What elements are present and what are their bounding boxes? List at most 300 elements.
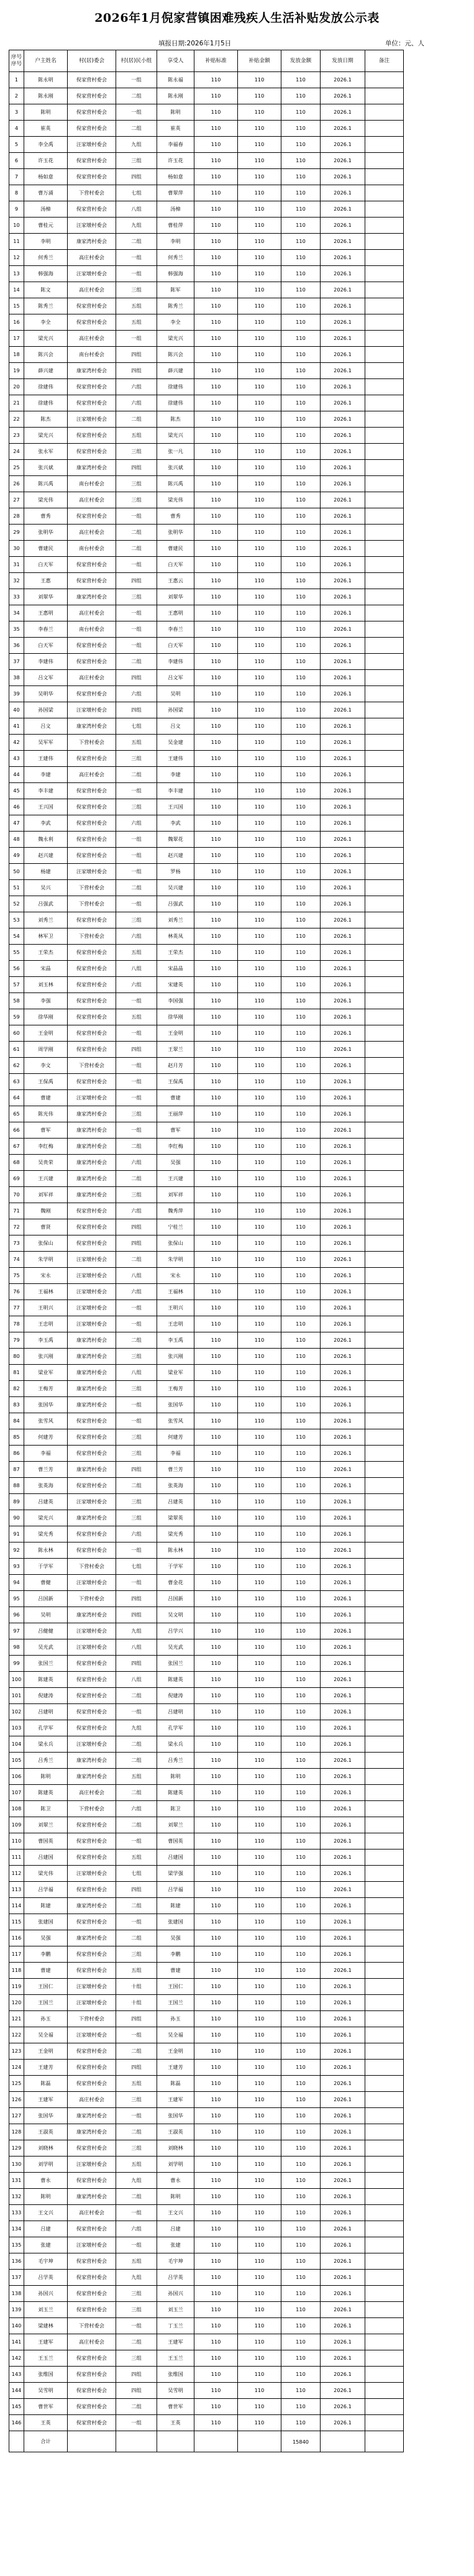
recipient-cell: 梁学强 xyxy=(157,1866,194,1882)
subsidy-amount-cell: 110 xyxy=(238,928,281,945)
subsidy-amount-cell: 110 xyxy=(238,993,281,1009)
subsidy-amount-cell: 110 xyxy=(238,1219,281,1235)
village-committee-cell: 倪家营村委会 xyxy=(68,1720,116,1736)
row-number-cell: 65 xyxy=(9,1106,24,1122)
row-number-cell: 24 xyxy=(9,444,24,460)
paid-amount-cell: 110 xyxy=(281,282,321,298)
paid-amount-cell: 110 xyxy=(281,686,321,702)
payment-date-cell: 2026.1 xyxy=(321,686,365,702)
remark-cell xyxy=(365,2318,404,2334)
remark-cell xyxy=(365,2140,404,2157)
recipient-cell: 崔英 xyxy=(157,121,194,137)
payment-date-cell: 2026.1 xyxy=(321,1704,365,1720)
payment-date-cell: 2026.1 xyxy=(321,1753,365,1769)
village-committee-cell: 倪家营村委会 xyxy=(68,2302,116,2318)
village-committee-cell: 倪家营村委会 xyxy=(68,1203,116,1219)
subsidy-amount-cell: 110 xyxy=(238,1025,281,1042)
village-committee-cell: 倪家营村委会 xyxy=(68,395,116,411)
table-row xyxy=(9,621,404,638)
village-committee-cell: 南台村委会 xyxy=(68,476,116,492)
paid-amount-cell: 110 xyxy=(281,1413,321,1429)
recipient-cell: 李武 xyxy=(157,815,194,832)
village-committee-cell: 汪家墩村委会 xyxy=(68,266,116,282)
table-row xyxy=(9,1235,404,1252)
village-group-cell: 三组 xyxy=(116,1494,157,1510)
row-number-cell: 20 xyxy=(9,379,24,395)
household-head-cell: 吴明 xyxy=(24,1607,68,1623)
row-number-cell: 55 xyxy=(9,945,24,961)
subsidy-amount-cell: 110 xyxy=(238,1446,281,1462)
household-head-cell: 梁永兵 xyxy=(24,1736,68,1753)
payment-date-cell: 2026.1 xyxy=(321,2221,365,2237)
household-head-cell: 曹建 xyxy=(24,1090,68,1106)
paid-amount-cell: 110 xyxy=(281,1203,321,1219)
village-group-cell: 四组 xyxy=(116,670,157,686)
recipient-cell: 梁光伟 xyxy=(157,492,194,508)
village-group-cell: 二组 xyxy=(116,2189,157,2205)
subsidy-amount-cell: 110 xyxy=(238,1979,281,1995)
household-head-cell: 陈兴会 xyxy=(24,347,68,363)
subsidy-amount-cell: 110 xyxy=(238,2399,281,2415)
payment-date-cell: 2026.1 xyxy=(321,993,365,1009)
subsidy-standard-cell: 110 xyxy=(194,1526,238,1542)
village-group-cell: 一组 xyxy=(116,557,157,573)
subsidy-amount-cell: 110 xyxy=(238,1268,281,1284)
village-committee-cell: 下营村委会 xyxy=(68,185,116,201)
table-row xyxy=(9,718,404,735)
paid-amount-cell: 110 xyxy=(281,363,321,379)
village-group-cell: 二组 xyxy=(116,1817,157,1833)
village-group-cell: 五组 xyxy=(116,945,157,961)
recipient-cell: 梁永兵 xyxy=(157,1736,194,1753)
payment-date-cell: 2026.1 xyxy=(321,201,365,218)
recipient-cell: 王国仁 xyxy=(157,1979,194,1995)
table-row xyxy=(9,121,404,137)
subsidy-standard-cell: 110 xyxy=(194,1187,238,1203)
recipient-cell: 张兴刚 xyxy=(157,1349,194,1365)
household-head-cell: 汤樟 xyxy=(24,201,68,218)
payment-date-cell: 2026.1 xyxy=(321,1429,365,1446)
row-number-cell: 69 xyxy=(9,1171,24,1187)
village-group-cell: 四组 xyxy=(116,1882,157,1898)
recipient-cell: 张国兰 xyxy=(157,1656,194,1672)
village-committee-cell: 高庄村委会 xyxy=(68,2334,116,2350)
subsidy-amount-cell: 110 xyxy=(238,1300,281,1316)
household-head-cell: 刘晓林 xyxy=(24,2140,68,2157)
row-number-cell: 61 xyxy=(9,1042,24,1058)
recipient-cell: 吴全福 xyxy=(157,2027,194,2043)
village-group-cell: 四组 xyxy=(116,347,157,363)
paid-amount-cell: 110 xyxy=(281,1332,321,1349)
row-number-cell: 128 xyxy=(9,2124,24,2140)
recipient-cell: 刘玉兰 xyxy=(157,2302,194,2318)
remark-cell xyxy=(365,2367,404,2383)
household-head-cell: 何建芳 xyxy=(24,1429,68,1446)
subsidy-amount-cell: 110 xyxy=(238,72,281,88)
village-group-cell: 五组 xyxy=(116,2157,157,2173)
table-row xyxy=(9,1300,404,1316)
household-head-cell: 陈文 xyxy=(24,282,68,298)
row-number-cell: 100 xyxy=(9,1672,24,1688)
paid-amount-cell: 110 xyxy=(281,121,321,137)
table-row xyxy=(9,945,404,961)
table-row xyxy=(9,541,404,557)
subsidy-amount-cell: 110 xyxy=(238,654,281,670)
household-head-cell: 曹万涌 xyxy=(24,185,68,201)
household-head-cell: 吴贵荣 xyxy=(24,1155,68,1171)
subsidy-amount-cell: 110 xyxy=(238,880,281,896)
subsidy-standard-cell: 110 xyxy=(194,1995,238,2011)
village-committee-cell: 康家湾村委会 xyxy=(68,1187,116,1203)
remark-cell xyxy=(365,832,404,848)
village-committee-cell: 康家湾村委会 xyxy=(68,234,116,250)
paid-amount-cell: 110 xyxy=(281,1946,321,1963)
payment-date-cell: 2026.1 xyxy=(321,670,365,686)
remark-cell xyxy=(365,2270,404,2286)
paid-amount-cell: 110 xyxy=(281,605,321,621)
subsidy-table xyxy=(9,50,404,2452)
subsidy-amount-cell: 110 xyxy=(238,492,281,508)
village-committee-cell: 汪家墩村委会 xyxy=(68,864,116,880)
subsidy-amount-cell: 110 xyxy=(238,476,281,492)
row-number-cell: 134 xyxy=(9,2221,24,2237)
row-number-cell: 63 xyxy=(9,1074,24,1090)
subsidy-amount-cell: 110 xyxy=(238,2173,281,2189)
remark-cell xyxy=(365,1300,404,1316)
recipient-cell: 李全 xyxy=(157,314,194,331)
remark-cell xyxy=(365,444,404,460)
remark-cell xyxy=(365,2286,404,2302)
row-number-cell: 15 xyxy=(9,298,24,314)
household-head-cell: 刘翠兰 xyxy=(24,1817,68,1833)
remark-cell xyxy=(365,1058,404,1074)
paid-amount-cell: 110 xyxy=(281,2027,321,2043)
recipient-cell: 王惠明 xyxy=(157,605,194,621)
village-group-cell: 五组 xyxy=(116,735,157,751)
row-number-cell: 102 xyxy=(9,1704,24,1720)
row-number-cell: 81 xyxy=(9,1365,24,1381)
recipient-cell: 刘翠兰 xyxy=(157,1817,194,1833)
remark-cell xyxy=(365,411,404,428)
subsidy-amount-cell: 110 xyxy=(238,1332,281,1349)
village-committee-cell: 倪家营村委会 xyxy=(68,686,116,702)
payment-date-cell: 2026.1 xyxy=(321,912,365,928)
payment-date-cell: 2026.1 xyxy=(321,2011,365,2027)
recipient-cell: 曹秀 xyxy=(157,508,194,525)
recipient-cell: 白天军 xyxy=(157,557,194,573)
subsidy-standard-cell: 110 xyxy=(194,2205,238,2221)
recipient-cell: 曹翠萍 xyxy=(157,185,194,201)
recipient-cell: 张保山 xyxy=(157,1235,194,1252)
subsidy-standard-cell: 110 xyxy=(194,1139,238,1155)
household-head-cell: 于学军 xyxy=(24,1559,68,1575)
household-head-cell: 王福林 xyxy=(24,1284,68,1300)
payment-date-cell: 2026.1 xyxy=(321,896,365,912)
village-group-cell: 一组 xyxy=(116,508,157,525)
paid-amount-cell: 110 xyxy=(281,72,321,88)
village-committee-cell: 倪家营村委会 xyxy=(68,1009,116,1025)
village-committee-cell: 倪家营村委会 xyxy=(68,121,116,137)
village-group-cell: 七组 xyxy=(116,1559,157,1575)
subsidy-amount-cell: 110 xyxy=(238,1688,281,1704)
row-number-cell: 44 xyxy=(9,767,24,783)
paid-amount-cell: 110 xyxy=(281,169,321,185)
row-number-cell: 130 xyxy=(9,2157,24,2173)
payment-date-cell: 2026.1 xyxy=(321,1898,365,1914)
payment-date-cell: 2026.1 xyxy=(321,2286,365,2302)
paid-amount-cell: 110 xyxy=(281,1284,321,1300)
subsidy-standard-cell: 110 xyxy=(194,1316,238,1332)
table-row xyxy=(9,1785,404,1801)
row-number-cell: 112 xyxy=(9,1866,24,1882)
payment-date-cell: 2026.1 xyxy=(321,1963,365,1979)
remark-cell xyxy=(365,1203,404,1219)
paid-amount-cell: 110 xyxy=(281,1639,321,1656)
subsidy-standard-cell: 110 xyxy=(194,1656,238,1672)
household-head-cell: 孔学军 xyxy=(24,1720,68,1736)
village-committee-cell: 康家湾村委会 xyxy=(68,1139,116,1155)
paid-amount-cell: 110 xyxy=(281,525,321,541)
row-number-cell: 18 xyxy=(9,347,24,363)
paid-amount-cell: 110 xyxy=(281,589,321,605)
payment-date-cell: 2026.1 xyxy=(321,702,365,718)
row-number-cell: 84 xyxy=(9,1413,24,1429)
table-row xyxy=(9,1930,404,1946)
table-row xyxy=(9,2415,404,2431)
payment-date-cell: 2026.1 xyxy=(321,2157,365,2173)
subsidy-amount-cell: 110 xyxy=(238,2221,281,2237)
subsidy-amount-cell: 110 xyxy=(238,1898,281,1914)
subsidy-standard-cell: 110 xyxy=(194,2318,238,2334)
village-group-cell: 二组 xyxy=(116,1252,157,1268)
recipient-cell: 吕文 xyxy=(157,718,194,735)
village-committee-cell: 汪家墩村委会 xyxy=(68,1736,116,1753)
table-row xyxy=(9,476,404,492)
household-head-cell: 陈杰 xyxy=(24,411,68,428)
remark-cell xyxy=(365,1155,404,1171)
village-committee-cell: 倪家营村委会 xyxy=(68,1704,116,1720)
row-number-cell: 139 xyxy=(9,2302,24,2318)
remark-cell xyxy=(365,379,404,395)
remark-cell xyxy=(365,945,404,961)
village-group-cell: 五组 xyxy=(116,428,157,444)
village-group-cell: 六组 xyxy=(116,1155,157,1171)
recipient-cell: 刘秀兰 xyxy=(157,912,194,928)
subsidy-standard-cell: 110 xyxy=(194,621,238,638)
subsidy-amount-cell: 110 xyxy=(238,411,281,428)
header-date: 发放日期 xyxy=(321,50,365,72)
village-group-cell: 四组 xyxy=(116,2383,157,2399)
recipient-cell: 张维国 xyxy=(157,2367,194,2383)
recipient-cell: 梁业军 xyxy=(157,1365,194,1381)
recipient-cell: 张建 xyxy=(157,2237,194,2253)
household-head-cell: 张兴刚 xyxy=(24,1349,68,1365)
table-row xyxy=(9,282,404,298)
payment-date-cell: 2026.1 xyxy=(321,1316,365,1332)
recipient-cell: 陈杰 xyxy=(157,411,194,428)
village-group-cell: 八组 xyxy=(116,961,157,977)
subsidy-amount-cell: 110 xyxy=(238,1914,281,1930)
table-row xyxy=(9,1704,404,1720)
household-head-cell: 陈永刚 xyxy=(24,88,68,104)
household-head-cell: 魏刚 xyxy=(24,1203,68,1219)
village-group-cell: 一组 xyxy=(116,1575,157,1591)
subsidy-standard-cell: 110 xyxy=(194,541,238,557)
subsidy-amount-cell: 110 xyxy=(238,2189,281,2205)
table-row xyxy=(9,379,404,395)
subsidy-amount-cell: 110 xyxy=(238,1656,281,1672)
village-group-cell: 六组 xyxy=(116,1284,157,1300)
recipient-cell: 宋建英 xyxy=(157,977,194,993)
paid-amount-cell: 110 xyxy=(281,670,321,686)
paid-amount-cell: 110 xyxy=(281,1462,321,1478)
subsidy-amount-cell: 110 xyxy=(238,137,281,153)
row-number-cell: 77 xyxy=(9,1300,24,1316)
subsidy-standard-cell: 110 xyxy=(194,1365,238,1381)
subsidy-standard-cell: 110 xyxy=(194,1833,238,1849)
table-row xyxy=(9,1122,404,1139)
village-group-cell: 二组 xyxy=(116,1785,157,1801)
recipient-cell: 曹建民 xyxy=(157,541,194,557)
subsidy-amount-cell: 110 xyxy=(238,185,281,201)
row-number-cell: 110 xyxy=(9,1833,24,1849)
payment-date-cell: 2026.1 xyxy=(321,347,365,363)
subsidy-amount-cell: 110 xyxy=(238,2367,281,2383)
household-head-cell: 李文 xyxy=(24,1058,68,1074)
subsidy-amount-cell: 110 xyxy=(238,1429,281,1446)
subsidy-amount-cell: 110 xyxy=(238,977,281,993)
table-row xyxy=(9,1769,404,1785)
recipient-cell: 王忠明 xyxy=(157,1316,194,1332)
village-committee-cell: 下营村委会 xyxy=(68,880,116,896)
village-committee-cell: 康家湾村委会 xyxy=(68,1381,116,1397)
village-group-cell: 一组 xyxy=(116,832,157,848)
subsidy-standard-cell: 110 xyxy=(194,912,238,928)
remark-cell xyxy=(365,1042,404,1058)
village-group-cell: 六组 xyxy=(116,379,157,395)
table-row xyxy=(9,508,404,525)
household-head-cell: 曹永 xyxy=(24,2173,68,2189)
remark-cell xyxy=(365,621,404,638)
paid-amount-cell: 110 xyxy=(281,137,321,153)
recipient-cell: 曹军 xyxy=(157,1122,194,1139)
recipient-cell: 吴明 xyxy=(157,686,194,702)
remark-cell xyxy=(365,2415,404,2431)
row-number-cell: 12 xyxy=(9,250,24,266)
paid-amount-cell: 110 xyxy=(281,2124,321,2140)
row-number-cell: 133 xyxy=(9,2205,24,2221)
row-number-cell: 99 xyxy=(9,1656,24,1672)
subsidy-standard-cell: 110 xyxy=(194,751,238,767)
subsidy-amount-cell: 110 xyxy=(238,525,281,541)
paid-amount-cell: 110 xyxy=(281,961,321,977)
table-row xyxy=(9,1397,404,1413)
row-number-cell: 120 xyxy=(9,1995,24,2011)
village-committee-cell: 倪家营村委会 xyxy=(68,2350,116,2367)
remark-cell xyxy=(365,2237,404,2253)
subsidy-amount-cell: 110 xyxy=(238,2383,281,2399)
village-group-cell: 二组 xyxy=(116,411,157,428)
subsidy-amount-cell: 110 xyxy=(238,1187,281,1203)
household-head-cell: 王荣杰 xyxy=(24,945,68,961)
remark-cell xyxy=(365,1510,404,1526)
village-group-cell: 一组 xyxy=(116,2415,157,2431)
table-row xyxy=(9,1203,404,1219)
payment-date-cell: 2026.1 xyxy=(321,1284,365,1300)
remark-cell xyxy=(365,1219,404,1235)
table-row xyxy=(9,896,404,912)
remark-cell xyxy=(365,1187,404,1203)
payment-date-cell: 2026.1 xyxy=(321,1801,365,1817)
subsidy-amount-cell: 110 xyxy=(238,2108,281,2124)
remark-cell xyxy=(365,2076,404,2092)
household-head-cell: 刘玉林 xyxy=(24,977,68,993)
recipient-cell: 毛宇坤 xyxy=(157,2253,194,2270)
village-group-cell: 六组 xyxy=(116,686,157,702)
village-committee-cell: 倪家营村委会 xyxy=(68,1946,116,1963)
village-group-cell: 二组 xyxy=(116,1930,157,1946)
recipient-cell: 李建 xyxy=(157,767,194,783)
village-committee-cell: 倪家营村委会 xyxy=(68,912,116,928)
remark-cell xyxy=(365,1074,404,1090)
household-head-cell: 张国华 xyxy=(24,1397,68,1413)
household-head-cell: 许玉花 xyxy=(24,153,68,169)
paid-amount-cell: 110 xyxy=(281,2318,321,2334)
recipient-cell: 何建芳 xyxy=(157,1429,194,1446)
table-row xyxy=(9,799,404,815)
payment-date-cell: 2026.1 xyxy=(321,2205,365,2221)
household-head-cell: 徐建伟 xyxy=(24,395,68,411)
row-number-cell: 19 xyxy=(9,363,24,379)
household-head-cell: 陈秀兰 xyxy=(24,298,68,314)
paid-amount-cell: 110 xyxy=(281,2286,321,2302)
remark-cell xyxy=(365,72,404,88)
recipient-cell: 梁光兴 xyxy=(157,331,194,347)
household-head-cell: 王惠 xyxy=(24,573,68,589)
table-row xyxy=(9,1042,404,1058)
payment-date-cell: 2026.1 xyxy=(321,2108,365,2124)
village-group-cell: 三组 xyxy=(116,492,157,508)
table-row xyxy=(9,1882,404,1898)
payment-date-cell: 2026.1 xyxy=(321,1510,365,1526)
row-number-cell: 80 xyxy=(9,1349,24,1365)
village-group-cell: 三组 xyxy=(116,2350,157,2367)
subsidy-standard-cell: 110 xyxy=(194,799,238,815)
subsidy-amount-cell: 110 xyxy=(238,2124,281,2140)
table-row xyxy=(9,153,404,169)
household-head-cell: 李鹏 xyxy=(24,1946,68,1963)
subsidy-amount-cell: 110 xyxy=(238,1769,281,1785)
remark-cell xyxy=(365,670,404,686)
row-number-cell: 67 xyxy=(9,1139,24,1155)
village-group-cell: 三组 xyxy=(116,1106,157,1122)
subsidy-standard-cell: 110 xyxy=(194,1979,238,1995)
subsidy-amount-cell: 110 xyxy=(238,1866,281,1882)
table-row xyxy=(9,234,404,250)
subsidy-amount-cell: 110 xyxy=(238,508,281,525)
village-committee-cell: 倪家营村委会 xyxy=(68,993,116,1009)
payment-date-cell: 2026.1 xyxy=(321,1478,365,1494)
table-row xyxy=(9,1833,404,1849)
remark-cell xyxy=(365,185,404,201)
subsidy-standard-cell: 110 xyxy=(194,476,238,492)
row-number-cell: 54 xyxy=(9,928,24,945)
village-committee-cell: 倪家营村委会 xyxy=(68,1074,116,1090)
recipient-cell: 吴文明 xyxy=(157,1607,194,1623)
subsidy-amount-cell: 110 xyxy=(238,1171,281,1187)
remark-cell xyxy=(365,476,404,492)
row-number-cell: 8 xyxy=(9,185,24,201)
